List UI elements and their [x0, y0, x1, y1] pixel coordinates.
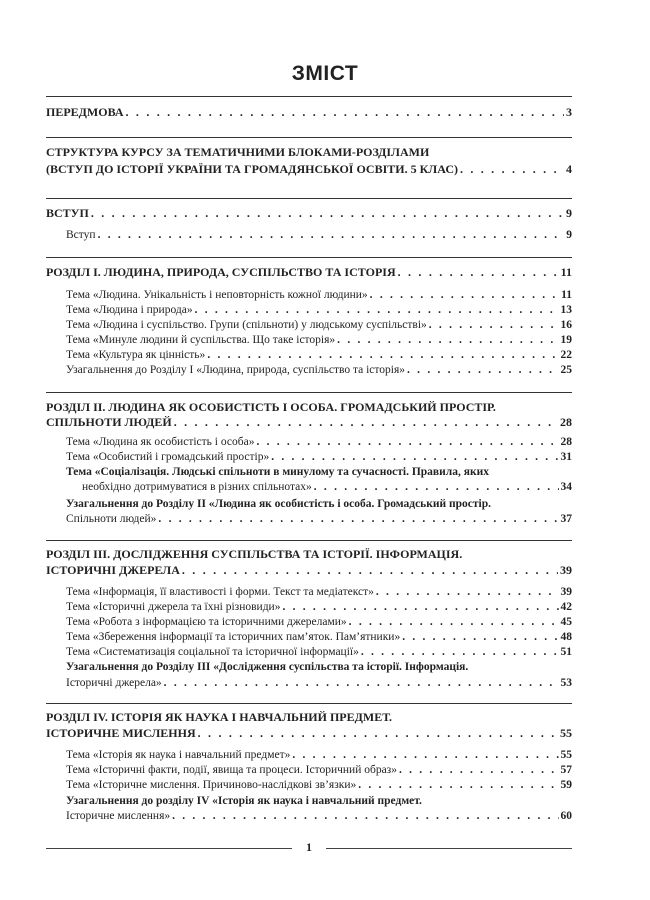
entry-label: Вступ	[66, 229, 96, 241]
entry-page: 11	[561, 289, 572, 301]
dot-leader	[198, 725, 558, 741]
dot-leader	[174, 414, 558, 430]
entry-label: Історичні джерела»	[66, 677, 162, 689]
toc-entry-section-2[interactable]	[46, 414, 572, 430]
entry-label: Тема «Історичне мислення. Причиново-наслідкові зв’язки»	[66, 779, 357, 791]
entry-label-line1: РОЗДІЛ II. ЛЮДИНА ЯК ОСОБИСТІСТЬ І ОСОБА. ГРОМАДСЬКИЙ ПРОСТІР.	[46, 400, 496, 414]
dot-leader	[398, 264, 559, 280]
dot-leader	[292, 747, 558, 763]
dot-leader	[98, 227, 565, 243]
dot-leader	[376, 584, 559, 600]
toc-topic[interactable]	[66, 584, 572, 600]
toc-topic[interactable]	[66, 434, 572, 450]
entry-label-line1: Тема «Соціалізація. Людські спільноти в минулому та сучасності. Правила, яких	[66, 466, 489, 478]
entry-label: Тема «Людина і природа»	[66, 304, 193, 316]
entry-label-line1: Узагальнення до розділу IV «Історія як наука і навчальний предмет.	[66, 795, 422, 807]
entry-page: 53	[560, 677, 572, 689]
dot-leader	[282, 599, 558, 615]
entry-label-line1: Узагальнення до Розділу III «Дослідження суспільства та історії. Інформація.	[66, 661, 469, 673]
toc-topic[interactable]	[66, 808, 572, 824]
entry-page: 31	[560, 451, 572, 463]
dot-leader	[91, 205, 564, 221]
toc-entry-structure[interactable]	[46, 161, 572, 177]
dot-leader	[429, 317, 559, 333]
toc-topic[interactable]	[66, 644, 572, 660]
dot-leader	[207, 347, 558, 363]
entry-page: 48	[560, 631, 572, 643]
toc-topic[interactable]	[82, 479, 572, 495]
entry-page: 3	[566, 105, 572, 119]
entry-label: Узагальнення до Розділу I «Людина, природа, суспільство та історія»	[66, 364, 406, 376]
toc-topic[interactable]	[66, 614, 572, 630]
dot-leader	[172, 808, 558, 824]
entry-page: 34	[560, 481, 572, 493]
toc-topic[interactable]	[66, 317, 572, 333]
entry-label: Тема «Людина. Унікальність і неповторність кожної людини»	[66, 289, 368, 301]
divider	[46, 198, 572, 199]
entry-label: Тема «Систематизація соціальної та історичної інформації»	[66, 646, 359, 658]
entry-label: Тема «Культура як цінність»	[66, 349, 206, 361]
toc-entry-intro[interactable]	[46, 205, 572, 221]
dot-leader	[271, 449, 558, 465]
entry-page: 22	[560, 349, 572, 361]
toc-topic[interactable]	[66, 347, 572, 363]
toc-entry-section-1[interactable]	[46, 264, 572, 280]
entry-page: 60	[560, 810, 572, 822]
toc-topic[interactable]	[66, 449, 572, 465]
entry-label: СПІЛЬНОТИ ЛЮДЕЙ	[46, 415, 172, 429]
toc-entry-section-4[interactable]	[46, 725, 572, 741]
entry-page: 19	[560, 334, 572, 346]
dot-leader	[349, 614, 559, 630]
entry-page: 28	[560, 415, 572, 429]
entry-page: 59	[560, 779, 572, 791]
footer-rule-right	[326, 848, 572, 849]
entry-page: 4	[566, 162, 572, 176]
dot-leader	[164, 675, 559, 691]
dot-leader	[407, 362, 558, 378]
entry-label: ІСТОРИЧНЕ МИСЛЕННЯ	[46, 726, 196, 740]
entry-label: Тема «Людина як особистість і особа»	[66, 436, 255, 448]
entry-label: ВСТУП	[46, 206, 89, 220]
dot-leader	[126, 104, 564, 120]
entry-page: 9	[566, 206, 572, 220]
dot-leader	[337, 332, 558, 348]
entry-label: Тема «Збереження інформації та історичних пам’яток. Пам’ятники»	[66, 631, 401, 643]
entry-label: необхідно дотримуватися в різних спільнотах»	[82, 481, 312, 493]
entry-label: Тема «Робота з інформацією та історичними джерелами»	[66, 616, 347, 628]
entry-label-line1: РОЗДІЛ III. ДОСЛІДЖЕННЯ СУСПІЛЬСТВА ТА ІСТОРІЇ. ІНФОРМАЦІЯ.	[46, 547, 463, 561]
divider	[46, 540, 572, 541]
dot-leader	[158, 511, 558, 527]
toc-topic[interactable]	[66, 362, 572, 378]
toc-topic[interactable]	[66, 777, 572, 793]
divider	[46, 703, 572, 704]
page-number: 1	[306, 840, 312, 854]
entry-label: РОЗДІЛ I. ЛЮДИНА, ПРИРОДА, СУСПІЛЬСТВО ТА ІСТОРІЯ	[46, 265, 396, 279]
entry-label: Історичне мислення»	[66, 810, 171, 822]
entry-label-line1: Узагальнення до Розділу II «Людина як особистість і особа. Громадський простір.	[66, 498, 492, 510]
toc-topic[interactable]	[66, 287, 572, 303]
toc-topic[interactable]	[66, 747, 572, 763]
entry-page: 55	[560, 726, 572, 740]
dot-leader	[402, 629, 558, 645]
entry-label-line1: РОЗДІЛ IV. ІСТОРІЯ ЯК НАУКА І НАВЧАЛЬНИЙ ПРЕДМЕТ.	[46, 710, 393, 724]
entry-page: 16	[560, 319, 572, 331]
entry-page: 9	[566, 229, 572, 241]
page-title: ЗМІСТ	[291, 62, 359, 85]
entry-label: Тема «Людина і суспільство. Групи (спільноти) у людському суспільстві»	[66, 319, 427, 331]
toc-topic[interactable]	[66, 302, 572, 318]
divider	[46, 257, 572, 258]
toc-topic[interactable]	[66, 675, 572, 691]
entry-page: 45	[560, 616, 572, 628]
dot-leader	[361, 644, 559, 660]
dot-leader	[314, 479, 559, 495]
dot-leader	[399, 762, 559, 778]
divider	[46, 96, 572, 97]
entry-label: ПЕРЕДМОВА	[46, 105, 124, 119]
dot-leader	[182, 562, 558, 578]
entry-label: Тема «Історичні джерела та їхні різновиди»	[66, 601, 281, 613]
divider	[46, 137, 572, 138]
entry-page: 55	[560, 749, 572, 761]
entry-page: 39	[560, 586, 572, 598]
entry-page: 13	[560, 304, 572, 316]
entry-label: Тема «Історичні факти, події, явища та процеси. Історичний образ»	[66, 764, 397, 776]
entry-page: 51	[560, 646, 572, 658]
entry-page: 37	[560, 513, 572, 525]
entry-label: Тема «Минуле людини й суспільства. Що таке історія»	[66, 334, 336, 346]
entry-page: 25	[560, 364, 572, 376]
entry-page: 28	[560, 436, 572, 448]
entry-page: 39	[560, 563, 572, 577]
entry-page: 42	[560, 601, 572, 613]
page-footer	[46, 840, 572, 856]
entry-label: ІСТОРИЧНІ ДЖЕРЕЛА	[46, 563, 180, 577]
toc-topic[interactable]	[66, 511, 572, 527]
toc-topic[interactable]	[66, 762, 572, 778]
toc-topic[interactable]	[66, 629, 572, 645]
toc-topic[interactable]	[66, 599, 572, 615]
entry-label: (ВСТУП ДО ІСТОРІЇ УКРАЇНИ ТА ГРОМАДЯНСЬКОЇ ОСВІТИ. 5 КЛАС)	[46, 162, 458, 176]
entry-page: 57	[560, 764, 572, 776]
toc-entry-intro-sub[interactable]	[66, 227, 572, 243]
entry-page: 11	[560, 265, 572, 279]
entry-label: Спільноти людей»	[66, 513, 157, 525]
entry-label: Тема «Інформація, її властивості і форми. Текст та медіатекст»	[66, 586, 374, 598]
toc-entry-preface[interactable]	[46, 104, 572, 120]
toc-topic[interactable]	[66, 332, 572, 348]
toc-entry-section-3[interactable]	[46, 562, 572, 578]
entry-label-line1: СТРУКТУРА КУРСУ ЗА ТЕМАТИЧНИМИ БЛОКАМИ-РОЗДІЛАМИ	[46, 145, 430, 159]
dot-leader	[460, 161, 564, 177]
dot-leader	[370, 287, 559, 303]
divider	[46, 392, 572, 393]
dot-leader	[256, 434, 558, 450]
entry-label: Тема «Історія як наука і навчальний предмет»	[66, 749, 291, 761]
entry-label: Тема «Особистий і громадський простір»	[66, 451, 270, 463]
dot-leader	[195, 302, 559, 318]
dot-leader	[358, 777, 558, 793]
